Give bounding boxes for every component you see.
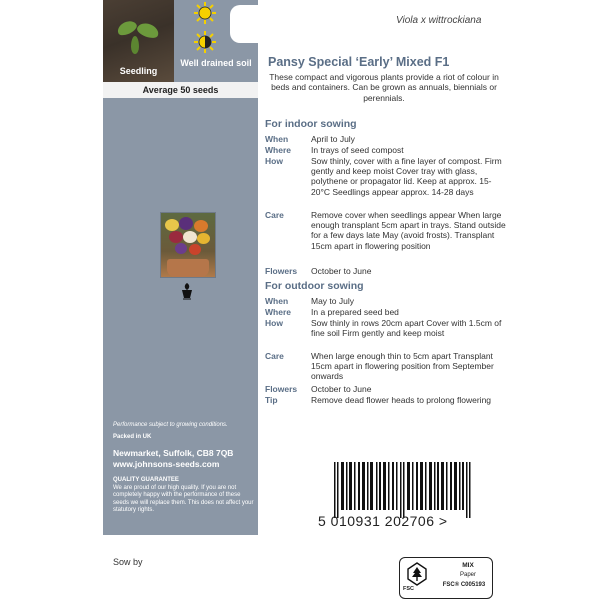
- row-key: Flowers: [265, 266, 298, 276]
- row-value: October to June: [311, 384, 372, 394]
- fsc-tree-icon: [404, 561, 430, 587]
- product-description: These compact and vigorous plants provide a riot of colour in beds and containers. Can be grown as annuals, biennials or perennials.: [269, 72, 499, 103]
- row-key: When: [265, 134, 289, 144]
- sun-half-shade-icon: [194, 31, 216, 53]
- variety-name-box: [230, 5, 370, 43]
- latin-name: Viola x wittrockiana: [396, 15, 482, 26]
- fsc-code: FSC® C005193: [442, 582, 486, 588]
- pansy-pot-photo: [160, 212, 216, 278]
- row-key: When: [265, 296, 289, 306]
- soil-label: Well drained soil: [180, 58, 252, 68]
- fsc-paper-label: Paper: [459, 572, 476, 578]
- fsc-mix-label: MIX: [462, 562, 474, 569]
- row-value: When large enough thin to 5cm apart Transplant 15cm apart in flowering position from September onwards: [311, 351, 494, 382]
- indoor-sowing-heading: For indoor sowing: [265, 118, 357, 130]
- row-key: How: [265, 156, 283, 166]
- company-address: Newmarket, Suffolk, CB8 7QB: [113, 448, 234, 458]
- row-key: Flowers: [265, 384, 298, 394]
- row-value: Remove dead flower heads to prolong flowering: [311, 395, 492, 405]
- row-key: Where: [265, 145, 291, 155]
- row-value: Remove cover when seedlings appear When large enough transplant 5cm apart in trays. Stand outside for a few days late May (avoid frosts). Transplant 15cm apart in flowering position: [311, 210, 506, 251]
- sow-by-label: Sow by: [113, 557, 143, 567]
- row-value: Sow thinly in rows 20cm apart Cover with 1.5cm of fine soil Firm gently and keep moist: [311, 318, 502, 339]
- company-website: www.johnsons-seeds.com: [113, 459, 220, 469]
- performance-note: Performance subject to growing conditions.: [113, 422, 228, 428]
- row-value: In trays of seed compost: [311, 145, 404, 155]
- pot-plant-icon: [180, 282, 194, 300]
- row-value: May to July: [311, 296, 354, 306]
- guarantee-text: We are proud of our high quality. If you are not completely happy with the performance of these seeds we will replace them. This does not affect your statutory rights.: [113, 485, 254, 514]
- outdoor-sowing-heading: For outdoor sowing: [265, 280, 364, 292]
- barcode-number: 5 010931 202706 >: [318, 513, 448, 529]
- row-key: How: [265, 318, 283, 328]
- packed-in-label: Packed in UK: [113, 434, 152, 440]
- row-value: April to July: [311, 134, 355, 144]
- seedling-label: Seedling: [119, 66, 158, 76]
- fsc-logo-text: FSC: [403, 586, 414, 592]
- row-key: Tip: [265, 395, 278, 405]
- row-key: Care: [265, 351, 284, 361]
- row-key: Care: [265, 210, 284, 220]
- guarantee-title: QUALITY GUARANTEE: [113, 477, 179, 483]
- average-seeds-label: Average 50 seeds: [103, 82, 258, 98]
- row-key: Where: [265, 307, 291, 317]
- sun-full-icon: [194, 2, 216, 24]
- row-value: October to June: [311, 266, 372, 276]
- row-value: Sow thinly, cover with a fine layer of compost. Firm gently and keep moist Cover tray with glass, polythene or propagator lid. Keep at approx. 15-20°C Seedlings appear approx. 14-28 days: [311, 156, 502, 197]
- product-title: Pansy Special ‘Early’ Mixed F1: [268, 55, 450, 69]
- row-value: In a prepared seed bed: [311, 307, 399, 317]
